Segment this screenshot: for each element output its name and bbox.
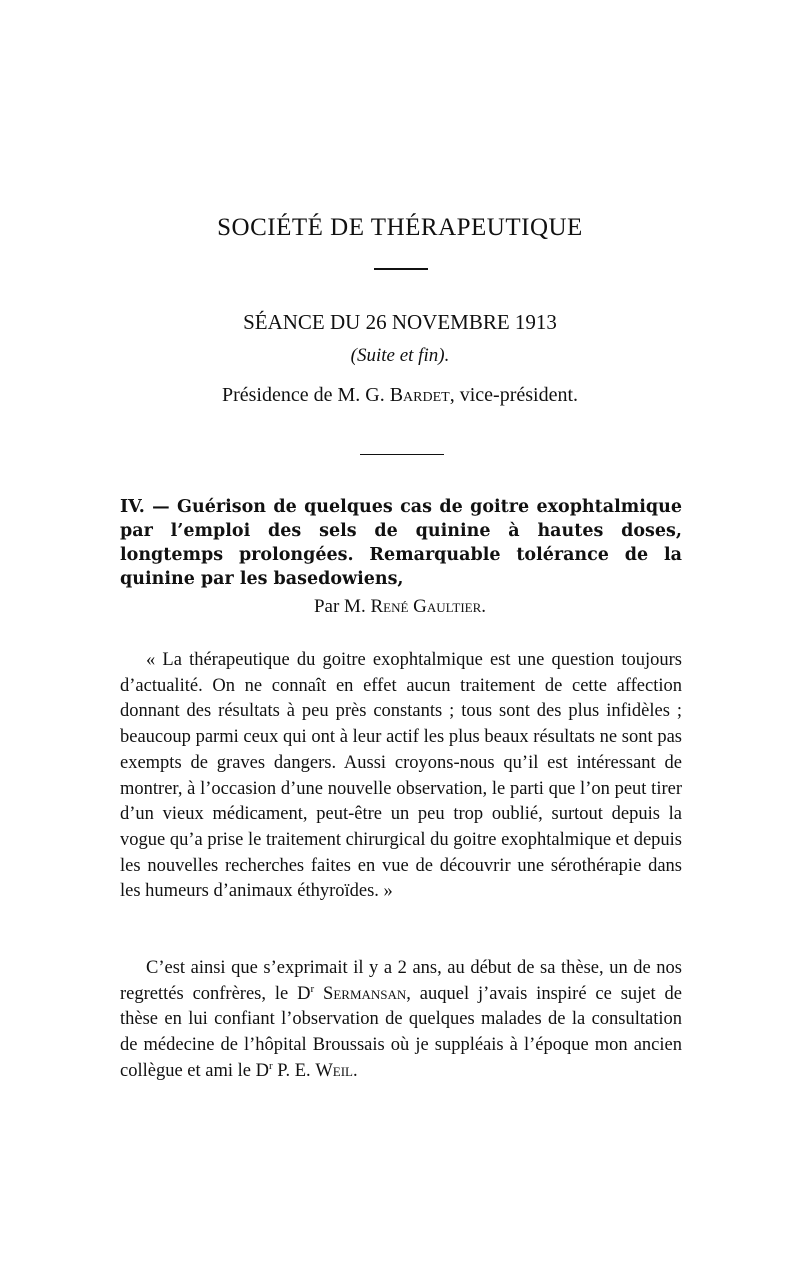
paragraph-2-text-a: C’est ainsi que s’exprimait il y a 2 ans, au début de sa thèse, un de nos regrettés confrères, le D (120, 958, 682, 1004)
presidency-suffix: , vice-président. (449, 384, 579, 406)
session-heading: SÉANCE DU 26 NOVEMBRE 1913 (243, 310, 557, 334)
continuation-note: (Suite et fin). (350, 345, 450, 366)
presidency-prefix: Présidence de M. G. (221, 384, 390, 406)
cited-name-sermansan: Sermansan (323, 983, 407, 1004)
section-rule (360, 454, 444, 455)
title-rule (374, 268, 428, 270)
author-suffix: . (481, 596, 487, 617)
author-line (0, 596, 800, 618)
cited-name-weil: Weil (315, 1060, 353, 1081)
article-heading: IV. — Guérison de quelques cas de goitre exophtalmique par l’emploi des sels de quinine à hautes doses, longtemps prolongées. Remarquable tolérance de la quinine par les basedowiens, (120, 497, 682, 589)
body-paragraph-1: « La thérapeutique du goitre exophtalmique est une question toujours d’actualité. On ne connaît en effet aucun traitement de cette affection donnant des résultats à peu près constants ; tous sont des plus infidèles ; beaucoup parmi ceux qui ont à leur actif les plus beaux résultats ne sont pas exempts de graves dangers. Aussi croyons-nous qu’il est intéressant de montrer, à l’occasion d’une nouvelle observation, le parti que l’on peut tirer d’un vieux médicament, peut-être un peu trop oublié, surtout depuis la vogue qu’a prise le traitement chirurgical du goitre exophtalmique et depuis les nouvelles recherches faites en vue de découvrir une sérothérapie dans les humeurs d’animaux éthyroïdes. » (120, 650, 682, 902)
author-prefix: Par M. (313, 596, 371, 617)
paragraph-2-text-b: , auquel j’avais inspiré ce sujet de thèse en lui confiant l’observation de quelques malades de la consultation de médecine de l’hôpital Broussais où je suppléais à l’époque mon ancien collègue et ami le D (120, 983, 682, 1081)
journal-title: SOCIÉTÉ DE THÉRAPEUTIQUE (217, 214, 583, 241)
paragraph-2-text-d: . (353, 1060, 358, 1081)
president-name: Bardet (389, 384, 450, 406)
body-paragraph-2 (120, 956, 682, 1085)
presidency-line (0, 384, 800, 407)
doctor-superscript-1: r (310, 982, 315, 995)
author-name: René Gaultier (370, 596, 482, 617)
doctor-superscript-2: r (268, 1059, 273, 1072)
paragraph-2-text-c: P. E. (272, 1060, 316, 1081)
